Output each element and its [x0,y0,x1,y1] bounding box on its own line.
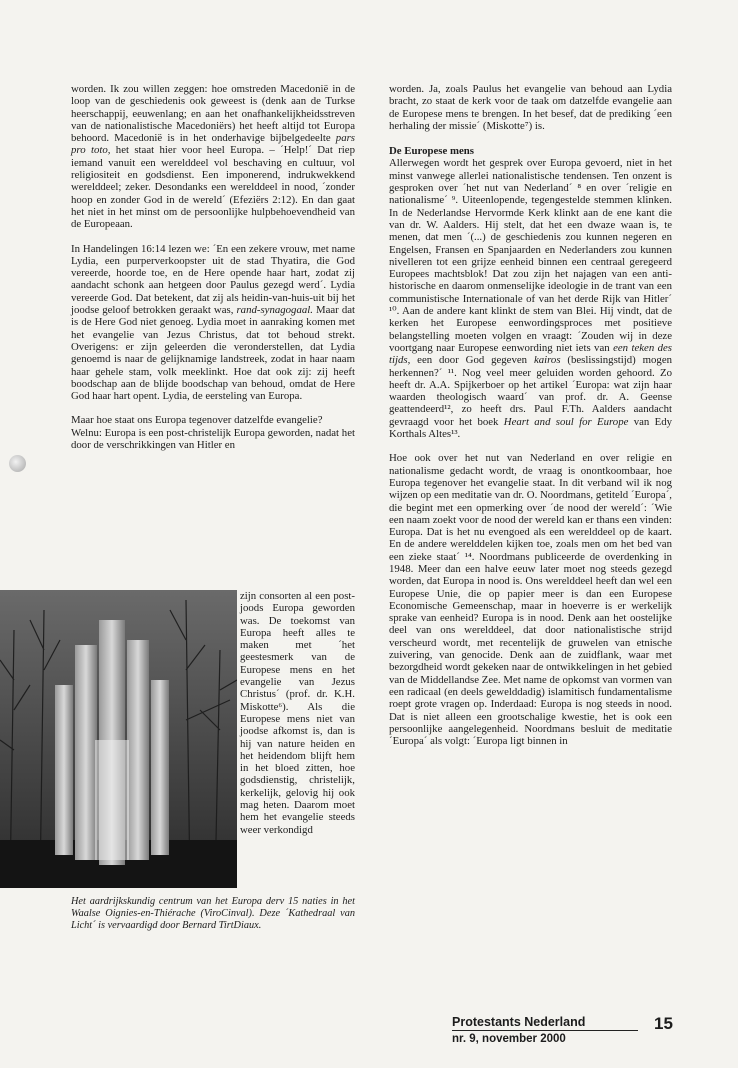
right-paragraph-3: Hoe ook over het nut van Nederland en over religie en nationalisme gedacht wordt, de vraag is onontkoombaar, hoe Europa tegenover het evangelie staat. In dit verband wil ik nog wijzen op een meditatie van dr. O. Noordmans, getiteld ´Europa´, die begint met een opmerking over ´de nood der wereld´: ´Wie een naam zoekt voor de nood der wereld kan er thans een vinden: Europa. Dat is het nu evengoed als een werelddeel op de kaart. En de andere werelddelen kijken toe, zoals men om het bed van een zieke staat´ ¹⁴. Noordmans publiceerde de overdenking in 1948. Meer dan een halve eeuw later moet nog steeds gezegd worden, dat Europa in nood is. Ons werelddeel heeft dan wel een Europese Unie, die op papier meer is dan een Europese Economische Gemeenschap, maar in hoeverre is er werkelijk sprake van eenheid? Europa is in nood. Denk aan het oostelijke deel van ons werelddeel, dat door nationalistische strijd verscheurd wordt, met recentelijk de gruwelen van etnische zuivering, van genocide. Denk aan de zuidflank, waar met bezorgdheid wordt gekeken naar de ontwikkelingen in het gebied van de Middellandse Zee. Met name de opkomst van vormen van een radicaal (en deels gewelddadig) islamitisch fundamentalisme roept grote vragen op. Inderdaad: Europa is nog steeds in nood. Dat is niet alleen een grootschalige kwestie, het is ook een persoonlijke aangelegenheid. Noordmans besluit de meditatie ´Europa´ als volgt: ´Europa ligt binnen in [389,452,673,748]
section-heading: De Europese mens [389,145,474,158]
right-paragraph-2: Allerwegen wordt het gesprek over Europa gevoerd, niet in het minst vanwege allerlei nationalistische tendensen. Ten onzent is gesproken over ´het nut van Nederland´ ⁸ en over ´religie en nationalisme´ ⁹. Uiteenlopende, tegengestelde stemmen klinken. In de Nederlandse Hervormde Kerk klinkt aan de ene kant die van dr. W. Aalders. Hij stelt, dat het een dwaze waan is, te menen, dat men ´(...) de geschiedenis zou kunnen negeren en Engelsen, Fransen en Spanjaarden en Nederlanders zou kunnen nivelleren tot een grijze eenheid binnen een centraal geregeerd Europees machtsblok! Dat zou zijn het najagen van een anti-historische en daarom onmenselijke ideologie in de trant van een communistische Internationale of van het derde Rijk van Hitler´ ¹⁰. Aan de andere kant klinkt de stem van Blei. Hij vindt, dat de kerken het Europese eenwordingsproces met positieve belangstelling moeten volgen en vraagt: ´Zouden wij in deze voortgang naar Europese eenwording niet iets van een teken des tijds, een door God gegeven kairos (beslissingstijd) mogen herkennen?´ ¹¹. Nog veel meer geluiden worden gehoord. Zo heeft dr. A.A. Spijkerboer op het artikel ´Europa: wat zijn haar waarden theologisch waard´ van prof. dr. A. Geense geattendeerd¹², zo heeft drs. Paul F.Th. Aalders aandacht gevraagd voor het boek Heart and soul for Europe van Edy Korthals Altes¹³. [389,157,673,441]
left-paragraph-1: worden. Ik zou willen zeggen: hoe omstreden Macedonië in de loop van de geschiedenis ook geweest is (denk aan de Turkse heerschappij, eeuwenlang; en aan het onafhankelijkheidsstreven van de nationalistische Macedoniërs) het heeft altijd tot Europa behoord. Macedonië is in het onderhavige bijbelgedeelte pars pro toto, het staat hier voor heel Europa. – ´Help!´ Dat riep iemand vanuit een werelddeel vol beschaving en cultuur, vol religiositeit en godsdienst. Een imponerend, indrukwekkend werelddeel; zeker. Desondanks een werelddeel in nood, ´zonder hoop en zonder God in de wereld´ (Efeziërs 2:12). En dan gaat het niet in het minst om de persoonlijke hulpbehoevendheid van de Europeaan. [71,83,355,231]
left-paragraph-4: Welnu: Europa is een post-christelijk Europa geworden, nadat het door de verschrikkingen van Hitler en [71,426,355,452]
publication-title: Protestants Nederland [452,1015,638,1031]
page-number: 15 [654,1014,673,1033]
punch-hole [9,455,26,472]
left-paragraph-2: In Handelingen 16:14 lezen we: ´En een zekere vrouw, met name Lydia, een purperverkoopster uit de stad Thyatira, die God vereerde, hoorde toe, en de Here opende haar hart, zodat zij aandacht schonk aan hetgeen door Paulus gezegd werd´. Lydia vereerde God. Dat betekent, dat zij als heidin-van-huis-uit bij het joodse geloof betrokken geraakt was, rand-synagogaal. Maar dat is de Here God niet genoeg. Lydia moet in aanraking komen met het evangelie van Jezus Christus, dat tot behoud strekt. Overigens: er zijn geleerden die veronderstellen, dat Lydia genoemd is naar de gelijknamige landstreek, zodat in haar naam haar gehele stam, volk meeklinkt. Hoe dat ook zij: zij heeft boodschap aan de blijde boodschap van behoud, omdat de Here God haar hart opent. Lydia, de eersteling van Europa. [71,242,356,403]
cathedral-photo [0,590,237,888]
left-column [71,83,355,451]
right-column [389,83,672,747]
wrapped-text-beside-photo: zijn consorten al een post-joods Europa geworden was. De toekomst van Europa heeft alles te maken met ´het geestesmerk van de Europese mens en het evangelie van Jezus Christus´ (prof. dr. K.H. Miskotte⁶). Als die Europese mens niet van joodse afkomst is, dan is hij van nature heiden en het heidendom blijft hem in het bloed zitten, hoe godsdienstig, christelijk, kerkelijk, gelovig hij ook mag heten. Daarom moet hem het evangelie steeds weer verkondigd [240,590,355,836]
issue-info: nr. 9, november 2000 [452,1033,566,1045]
footer [452,1015,638,1045]
photo-caption: Het aardrijkskundig centrum van het Europa derv 15 naties in het Waalse Oignies-en-Thiérache (ViroCinval). Deze ´Kathedraal van Licht´ is vervaardigd door Bernard TirtDiaux. [71,896,355,931]
right-paragraph-1: worden. Ja, zoals Paulus het evangelie van behoud aan Lydia bracht, zo staat de kerk voor de taak om datzelfde evangelie aan de Europese mens te brengen. In het besef, dat de prediking ´een herhaling der missie´ (Miskotte⁷) is. [389,83,672,132]
left-paragraph-3: Maar hoe staat ons Europa tegenover datzelfde evangelie? [71,414,323,427]
